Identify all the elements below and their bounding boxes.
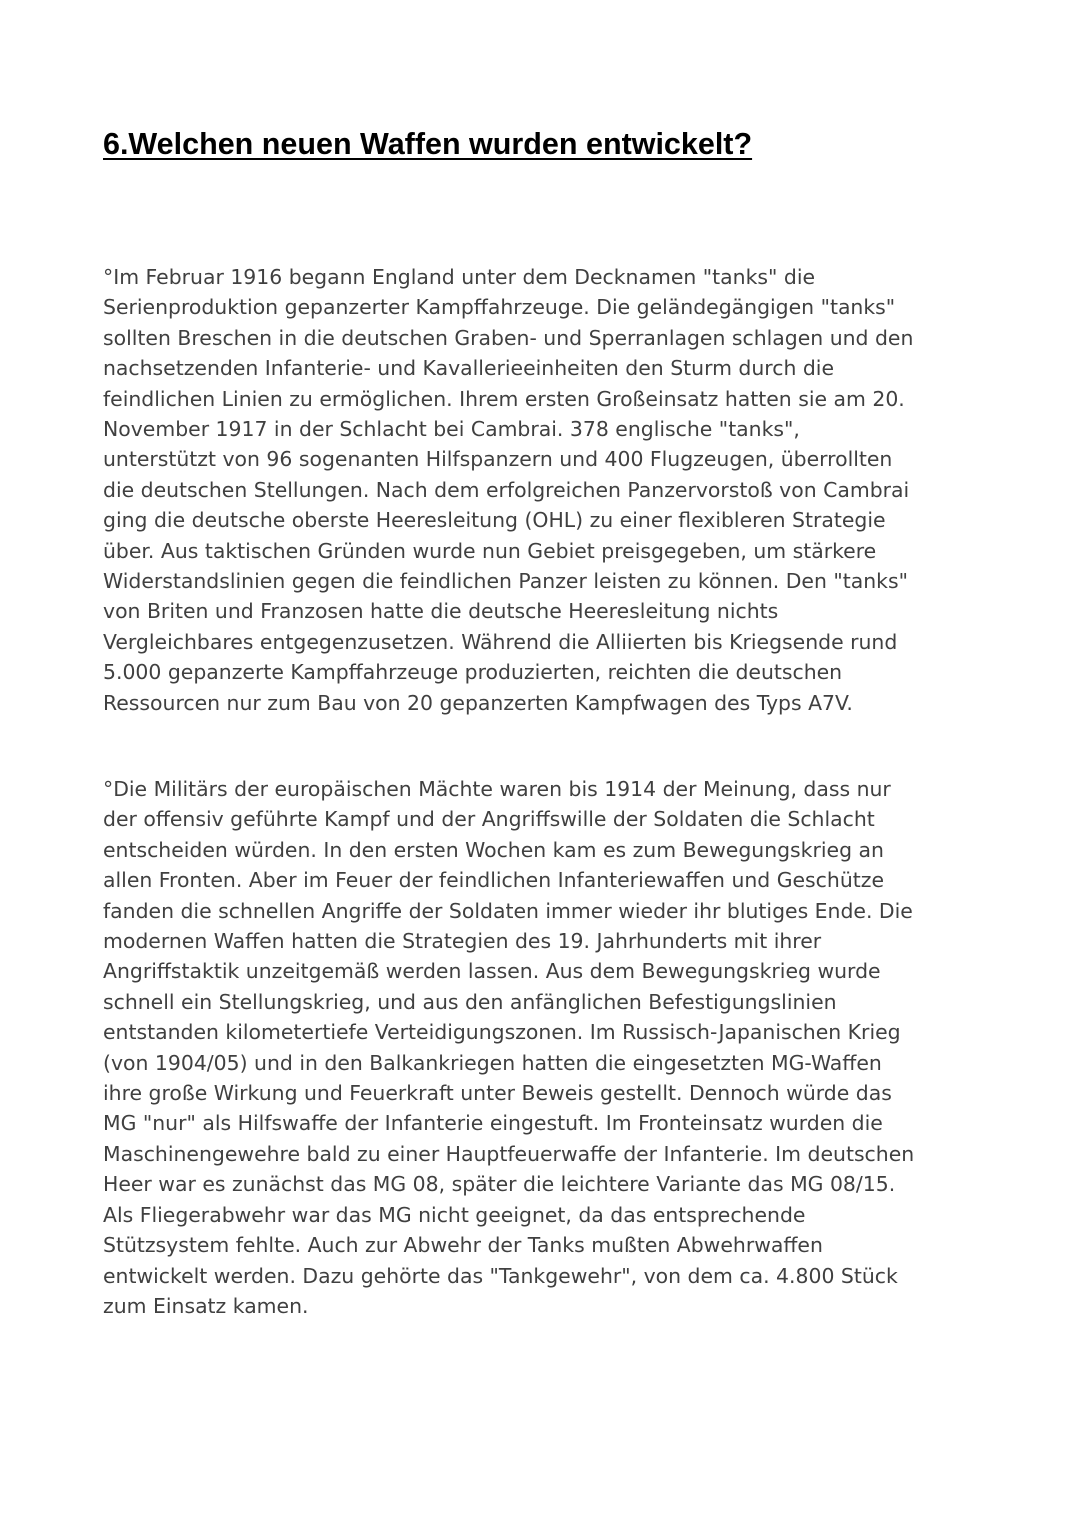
text-line: über. Aus taktischen Gründen wurde nun Gebiet preisgegeben, um stärkere [103,538,877,563]
text-line: entwickelt werden. Dazu gehörte das "Tankgewehr", von dem ca. 4.800 Stück [103,1263,898,1288]
text-line: entscheiden würden. In den ersten Wochen kam es zum Bewegungskrieg an [103,837,884,862]
text-line: modernen Waffen hatten die Strategien des 19. Jahrhunderts mit ihrer [103,929,822,954]
text-line: unterstützt von 96 sogenanten Hilfspanzern und 400 Flugzeugen, überrollten [103,447,893,472]
text-line: Ressourcen nur zum Bau von 20 gepanzerten Kampfwagen des Typs A7V. [103,690,853,715]
text-line: allen Fronten. Aber im Feuer der feindlichen Infanteriewaffen und Geschütze [103,868,884,893]
text-line: MG "nur" als Hilfswaffe der Infanterie eingestuft. Im Fronteinsatz wurden die [103,1111,883,1136]
text-line: 5.000 gepanzerte Kampffahrzeuge produzierten, reichten die deutschen [103,660,843,685]
text-line: nachsetzenden Infanterie- und Kavallerieeinheiten den Sturm durch die [103,356,835,381]
text-line: die deutschen Stellungen. Nach dem erfolgreichen Panzervorstoß von Cambrai [103,477,910,502]
paragraph-machine-guns [103,774,914,1321]
text-line: von Briten und Franzosen hatte die deutsche Heeresleitung nichts [103,599,779,624]
text-line: schnell ein Stellungskrieg, und aus den anfänglichen Befestigungslinien [103,989,837,1014]
text-line: Serienproduktion gepanzerter Kampffahrzeuge. Die geländegängigen "tanks" [103,295,896,320]
text-line: zum Einsatz kamen. [103,1293,309,1318]
text-line: °Im Februar 1916 begann England unter dem Decknamen "tanks" die [103,265,816,289]
text-line: ihre große Wirkung und Feuerkraft unter Beweis gestellt. Dennoch würde das [103,1081,892,1106]
text-line: der offensiv geführte Kampf und der Angriffswille der Soldaten die Schlacht [103,807,875,832]
text-line: Angriffstaktik unzeitgemäß werden lassen. Aus dem Bewegungskrieg wurde [103,959,881,984]
text-line: Maschinengewehre bald zu einer Hauptfeuerwaffe der Infanterie. Im deutschen [103,1141,915,1166]
text-line: Widerstandslinien gegen die feindlichen Panzer leisten zu können. Den "tanks" [103,569,908,594]
text-line: feindlichen Linien zu ermöglichen. Ihrem ersten Großeinsatz hatten sie am 20. [103,386,905,411]
text-line: Vergleichbares entgegenzusetzen. Während die Alliierten bis Kriegsende rund [103,629,898,654]
text-line: Heer war es zunächst das MG 08, später die leichtere Variante das MG 08/15. [103,1172,896,1197]
text-line: ging die deutsche oberste Heeresleitung (OHL) zu einer flexibleren Strategie [103,508,886,533]
text-line: sollten Breschen in die deutschen Graben- und Sperranlagen schlagen und den [103,325,914,350]
text-line: (von 1904/05) und in den Balkankriegen hatten die eingesetzten MG-Waffen [103,1050,882,1075]
text-line: °Die Militärs der europäischen Mächte waren bis 1914 der Meinung, dass nur [103,777,891,801]
text-line: fanden die schnellen Angriffe der Soldaten immer wieder ihr blutiges Ende. Die [103,898,913,923]
text-line: November 1917 in der Schlacht bei Cambrai. 378 englische "tanks", [103,417,800,442]
text-line: entstanden kilometertiefe Verteidigungszonen. Im Russisch-Japanischen Krieg [103,1020,901,1045]
paragraph-tanks [103,262,913,718]
page-title: 6.Welchen neuen Waffen wurden entwickelt? [103,127,753,161]
text-line: Stützsystem fehlte. Auch zur Abwehr der Tanks mußten Abwehrwaffen [103,1233,823,1258]
text-line: Als Fliegerabwehr war das MG nicht geeignet, da das entsprechende [103,1202,806,1227]
